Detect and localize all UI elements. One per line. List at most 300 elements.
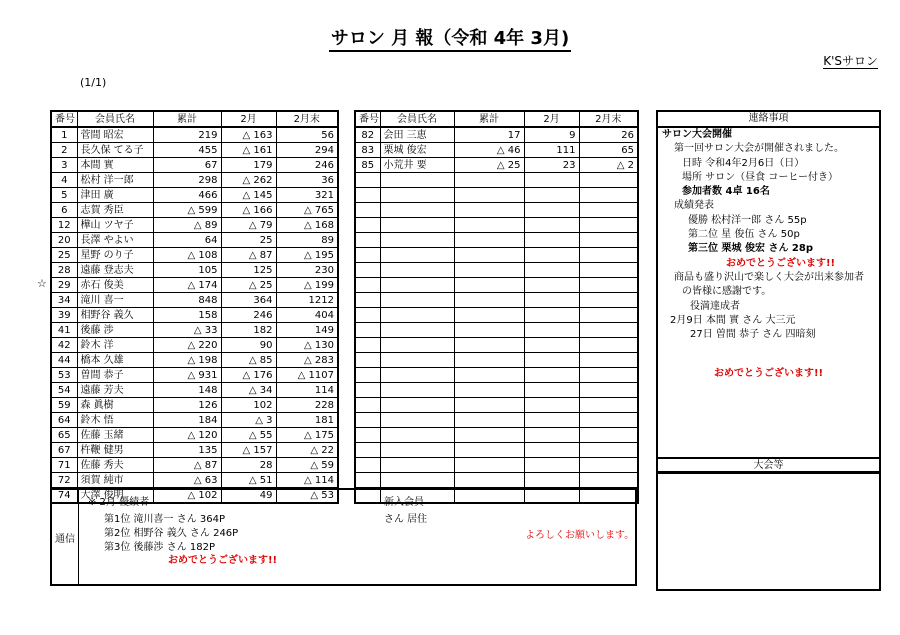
table-row <box>355 428 638 443</box>
table-cell: △ 102 <box>153 488 221 504</box>
table-cell: 曽間 恭子 <box>77 368 153 383</box>
note-line: 日時 令和4年2月6日（日） <box>682 157 805 169</box>
table-cell: 長久保 てる子 <box>77 143 153 158</box>
notes-header: 連絡事項 <box>658 112 879 128</box>
table-cell <box>579 218 638 233</box>
table-row <box>355 383 638 398</box>
note-line: 優勝 松村洋一郎 さん 55p <box>688 214 807 226</box>
table-row <box>51 353 338 368</box>
page-title: サロン 月 報（令和 4年 3月) <box>0 24 900 50</box>
table-row <box>51 383 338 398</box>
table-cell: 83 <box>355 143 380 158</box>
table-cell: △ 765 <box>276 203 338 218</box>
table-cell: △ 262 <box>221 173 276 188</box>
table-cell: 23 <box>524 158 579 173</box>
table-cell: 栗城 俊宏 <box>380 143 454 158</box>
table-cell <box>524 413 579 428</box>
table-cell <box>380 293 454 308</box>
table-cell: 114 <box>276 383 338 398</box>
table-cell <box>579 473 638 488</box>
table-cell: △ 199 <box>276 278 338 293</box>
table-row <box>51 248 338 263</box>
table-row <box>355 413 638 428</box>
table-cell: 杵鞭 健男 <box>77 443 153 458</box>
table-row <box>51 218 338 233</box>
table-cell: 89 <box>276 233 338 248</box>
note-line: 2月9日 本間 實 さん 大三元 <box>670 314 796 326</box>
table-cell: △ 198 <box>153 353 221 368</box>
table-cell: 本間 實 <box>77 158 153 173</box>
table-cell <box>524 323 579 338</box>
table-cell <box>454 248 524 263</box>
table-cell <box>454 323 524 338</box>
table-cell <box>355 398 380 413</box>
table-cell <box>355 188 380 203</box>
table-cell: 1 <box>51 127 77 143</box>
table-cell <box>524 428 579 443</box>
table-cell <box>454 473 524 488</box>
table-cell: △ 79 <box>221 218 276 233</box>
table-cell: 39 <box>51 308 77 323</box>
table-cell <box>355 338 380 353</box>
regards-text: よろしくお願いします。 <box>525 530 635 541</box>
table-cell: △ 25 <box>454 158 524 173</box>
table-cell <box>380 173 454 188</box>
table-cell: 71 <box>51 458 77 473</box>
table-cell: 鈴木 洋 <box>77 338 153 353</box>
table-cell <box>380 278 454 293</box>
table-cell: △ 168 <box>276 218 338 233</box>
table-cell: 90 <box>221 338 276 353</box>
table-cell: 466 <box>153 188 221 203</box>
table-cell <box>355 353 380 368</box>
table-cell: △ 53 <box>276 488 338 504</box>
table-cell <box>454 353 524 368</box>
table-cell: 158 <box>153 308 221 323</box>
table-cell: 後藤 渉 <box>77 323 153 338</box>
table-cell <box>355 218 380 233</box>
table-row <box>51 308 338 323</box>
table-row <box>355 188 638 203</box>
table-row <box>355 158 638 173</box>
table-cell <box>380 218 454 233</box>
table-row <box>51 368 338 383</box>
members-table-right <box>354 110 639 504</box>
table-cell <box>579 203 638 218</box>
table-cell: 菅間 昭宏 <box>77 127 153 143</box>
table-cell <box>524 443 579 458</box>
table-cell: 橋本 久雄 <box>77 353 153 368</box>
note-line: おめでとうございます!! <box>714 367 824 379</box>
table-cell: △ 931 <box>153 368 221 383</box>
table-cell: 85 <box>355 158 380 173</box>
table-cell: 長澤 やよい <box>77 233 153 248</box>
column-header: 累計 <box>454 111 524 127</box>
table-cell: 67 <box>153 158 221 173</box>
table-cell: 鈴木 悟 <box>77 413 153 428</box>
table-cell: 59 <box>51 398 77 413</box>
prize-congrats: おめでとうございます!! <box>168 555 278 566</box>
table-row <box>355 127 638 143</box>
table-cell: 佐藤 秀夫 <box>77 458 153 473</box>
table-cell <box>579 323 638 338</box>
table-cell <box>579 233 638 248</box>
table-cell: △ 174 <box>153 278 221 293</box>
table-cell <box>579 383 638 398</box>
table-cell <box>380 383 454 398</box>
table-cell: △ 176 <box>221 368 276 383</box>
prize-third: 第3位 後藤渉 さん 182P <box>104 542 216 553</box>
table-cell: △ 3 <box>221 413 276 428</box>
prize-first: 第1位 滝川喜一 さん 364P <box>104 514 226 525</box>
table-cell: 遠藤 登志夫 <box>77 263 153 278</box>
table-cell <box>355 368 380 383</box>
table-cell: 111 <box>524 143 579 158</box>
note-line: 商品も盛り沢山で楽しく大会が出来参加者 <box>674 271 864 283</box>
table-cell <box>454 233 524 248</box>
table-cell <box>355 203 380 218</box>
table-cell: 184 <box>153 413 221 428</box>
table-cell: △ 87 <box>153 458 221 473</box>
table-cell: △ 220 <box>153 338 221 353</box>
table-cell <box>380 413 454 428</box>
table-cell: 9 <box>524 127 579 143</box>
table-cell <box>524 353 579 368</box>
table-cell: 会田 三恵 <box>380 127 454 143</box>
table-cell <box>355 383 380 398</box>
table-cell: 29 <box>51 278 77 293</box>
new-member: さん 居住 <box>384 514 428 525</box>
table-cell: 64 <box>51 413 77 428</box>
table-cell: 松村 洋一郎 <box>77 173 153 188</box>
table-row <box>355 143 638 158</box>
note-line: の皆様に感謝です。 <box>682 286 772 298</box>
table-cell: 149 <box>276 323 338 338</box>
table-cell: △ 55 <box>221 428 276 443</box>
table-cell: 28 <box>221 458 276 473</box>
table-cell: 36 <box>276 173 338 188</box>
table-cell <box>524 173 579 188</box>
table-row <box>51 158 338 173</box>
table-cell: 津田 廣 <box>77 188 153 203</box>
table-cell <box>380 188 454 203</box>
table-cell: 228 <box>276 398 338 413</box>
table-cell: 321 <box>276 188 338 203</box>
table-cell <box>579 398 638 413</box>
table-cell: △ 175 <box>276 428 338 443</box>
table-cell: 246 <box>276 158 338 173</box>
table-cell: 82 <box>355 127 380 143</box>
table-cell: 遠藤 芳夫 <box>77 383 153 398</box>
table-cell: △ 33 <box>153 323 221 338</box>
table-cell: △ 51 <box>221 473 276 488</box>
table-cell <box>380 263 454 278</box>
table-cell <box>380 368 454 383</box>
table-cell <box>454 413 524 428</box>
table-row <box>51 443 338 458</box>
table-cell <box>380 203 454 218</box>
column-header: 2月末 <box>276 111 338 127</box>
table-cell <box>454 308 524 323</box>
table-cell: 樺山 ツヤ子 <box>77 218 153 233</box>
table-cell: 148 <box>153 383 221 398</box>
table-row <box>355 173 638 188</box>
table-cell <box>355 308 380 323</box>
table-cell <box>380 458 454 473</box>
note-line: おめでとうございます!! <box>726 257 836 269</box>
table-row <box>51 188 338 203</box>
table-cell <box>380 353 454 368</box>
column-header: 会員氏名 <box>380 111 454 127</box>
table-cell: 64 <box>153 233 221 248</box>
table-cell: 6 <box>51 203 77 218</box>
table-cell: 298 <box>153 173 221 188</box>
events-panel <box>656 457 881 591</box>
table-cell: △ 63 <box>153 473 221 488</box>
table-row <box>355 398 638 413</box>
table-cell <box>355 278 380 293</box>
table-cell: △ 120 <box>153 428 221 443</box>
table-cell: 49 <box>221 488 276 504</box>
table-cell: 2 <box>51 143 77 158</box>
table-row <box>355 473 638 488</box>
table-cell <box>355 458 380 473</box>
column-header: 2月 <box>221 111 276 127</box>
table-cell: 佐藤 玉緒 <box>77 428 153 443</box>
table-cell <box>454 458 524 473</box>
table-cell: 125 <box>221 263 276 278</box>
table-row <box>51 203 338 218</box>
table-cell: 25 <box>51 248 77 263</box>
table-cell <box>579 308 638 323</box>
table-row <box>355 233 638 248</box>
table-cell: △ 166 <box>221 203 276 218</box>
table-row <box>51 458 338 473</box>
table-cell: 179 <box>221 158 276 173</box>
table-cell: 須賀 純市 <box>77 473 153 488</box>
table-row <box>355 443 638 458</box>
column-header: 会員氏名 <box>77 111 153 127</box>
table-cell: △ 25 <box>221 278 276 293</box>
table-cell <box>524 293 579 308</box>
table-cell: 848 <box>153 293 221 308</box>
table-cell <box>524 338 579 353</box>
table-cell <box>454 278 524 293</box>
note-line: 27日 曽間 恭子 さん 四暗刻 <box>690 329 816 341</box>
table-row <box>51 323 338 338</box>
table-cell: 17 <box>454 127 524 143</box>
table-cell: 大澤 俊明 <box>77 488 153 504</box>
table-row <box>355 368 638 383</box>
table-row <box>355 353 638 368</box>
table-cell <box>524 188 579 203</box>
table-cell: 赤石 俊美 <box>77 278 153 293</box>
table-cell <box>524 263 579 278</box>
table-cell: △ 145 <box>221 188 276 203</box>
table-row <box>355 218 638 233</box>
table-cell: 219 <box>153 127 221 143</box>
table-cell: 246 <box>221 308 276 323</box>
table-cell <box>380 338 454 353</box>
column-header: 番号 <box>51 111 77 127</box>
table-cell <box>454 263 524 278</box>
table-cell: 滝川 喜一 <box>77 293 153 308</box>
table-cell <box>524 233 579 248</box>
table-cell <box>579 278 638 293</box>
table-row <box>355 323 638 338</box>
table-cell: 56 <box>276 127 338 143</box>
note-line <box>662 342 875 356</box>
table-cell: 1212 <box>276 293 338 308</box>
table-cell <box>355 263 380 278</box>
table-row <box>355 263 638 278</box>
table-cell: 26 <box>579 127 638 143</box>
table-cell <box>579 428 638 443</box>
table-cell <box>355 293 380 308</box>
table-row <box>355 248 638 263</box>
table-cell <box>454 293 524 308</box>
table-cell: △ 85 <box>221 353 276 368</box>
table-cell <box>380 428 454 443</box>
table-cell: △ 283 <box>276 353 338 368</box>
table-cell: 126 <box>153 398 221 413</box>
page-number: (1/1) <box>80 76 107 89</box>
table-row <box>51 233 338 248</box>
table-cell <box>380 473 454 488</box>
table-cell <box>524 278 579 293</box>
column-header: 累計 <box>153 111 221 127</box>
table-cell <box>454 173 524 188</box>
communication-box <box>50 488 637 586</box>
table-cell <box>380 233 454 248</box>
table-cell: 41 <box>51 323 77 338</box>
note-line: 場所 サロン（昼食 コーヒー付き） <box>682 171 838 183</box>
table-cell: △ 130 <box>276 338 338 353</box>
table-cell: △ 59 <box>276 458 338 473</box>
table-cell <box>579 188 638 203</box>
table-cell: △ 1107 <box>276 368 338 383</box>
table-cell: 294 <box>276 143 338 158</box>
table-cell: 相野谷 義久 <box>77 308 153 323</box>
prize-second: 第2位 相野谷 義久 さん 246P <box>104 528 239 539</box>
column-header: 2月 <box>524 111 579 127</box>
star-mark: ☆ <box>37 277 47 290</box>
table-cell: △ 599 <box>153 203 221 218</box>
table-row <box>51 263 338 278</box>
table-row <box>355 203 638 218</box>
table-cell: 20 <box>51 233 77 248</box>
new-member-title: 新入会員 <box>384 497 424 508</box>
table-cell <box>380 248 454 263</box>
members-table-left <box>50 110 339 504</box>
table-cell <box>524 218 579 233</box>
table-row <box>51 173 338 188</box>
table-cell <box>454 338 524 353</box>
table-cell <box>524 458 579 473</box>
table-cell: △ 161 <box>221 143 276 158</box>
table-cell <box>579 368 638 383</box>
note-line: サロン大会開催 <box>662 129 732 140</box>
table-cell <box>454 188 524 203</box>
table-cell <box>355 248 380 263</box>
table-cell: 森 眞樹 <box>77 398 153 413</box>
table-cell: 181 <box>276 413 338 428</box>
table-cell: 364 <box>221 293 276 308</box>
table-cell <box>579 338 638 353</box>
note-line: 役満達成者 <box>690 300 740 312</box>
table-cell: 404 <box>276 308 338 323</box>
table-row <box>51 413 338 428</box>
table-cell <box>454 398 524 413</box>
table-row <box>51 278 338 293</box>
table-cell: △ 195 <box>276 248 338 263</box>
table-cell: 小荒井 要 <box>380 158 454 173</box>
table-row <box>51 398 338 413</box>
table-cell <box>579 248 638 263</box>
table-cell <box>579 443 638 458</box>
table-cell: 42 <box>51 338 77 353</box>
table-cell: 志賀 秀臣 <box>77 203 153 218</box>
table-cell: △ 34 <box>221 383 276 398</box>
table-cell <box>579 263 638 278</box>
events-header: 大会等 <box>658 459 879 474</box>
table-cell: 53 <box>51 368 77 383</box>
table-cell <box>454 203 524 218</box>
table-row <box>51 143 338 158</box>
table-cell: 54 <box>51 383 77 398</box>
table-cell <box>355 473 380 488</box>
table-cell: 星野 のり子 <box>77 248 153 263</box>
table-cell <box>524 368 579 383</box>
table-cell: 65 <box>51 428 77 443</box>
table-cell: 182 <box>221 323 276 338</box>
table-cell <box>579 353 638 368</box>
table-cell: △ 163 <box>221 127 276 143</box>
table-cell: 455 <box>153 143 221 158</box>
table-cell <box>579 293 638 308</box>
table-cell: 5 <box>51 188 77 203</box>
table-cell: △ 46 <box>454 143 524 158</box>
table-cell: △ 114 <box>276 473 338 488</box>
table-row <box>51 338 338 353</box>
table-cell <box>524 383 579 398</box>
table-cell: △ 22 <box>276 443 338 458</box>
column-header: 番号 <box>355 111 380 127</box>
table-cell <box>355 443 380 458</box>
table-cell <box>454 443 524 458</box>
table-cell <box>454 368 524 383</box>
prize-title: ※ 2月 優績者 <box>88 497 150 508</box>
table-cell <box>355 428 380 443</box>
note-line: 第二位 星 俊伍 さん 50p <box>688 229 800 241</box>
communication-label: 通信 <box>52 490 79 584</box>
table-cell <box>579 458 638 473</box>
table-cell <box>454 428 524 443</box>
table-cell <box>355 233 380 248</box>
table-cell <box>524 203 579 218</box>
table-cell <box>524 398 579 413</box>
table-cell <box>380 398 454 413</box>
table-row <box>51 473 338 488</box>
club-name: K'Sサロン <box>823 54 878 68</box>
table-cell: 28 <box>51 263 77 278</box>
table-row <box>51 428 338 443</box>
table-row <box>51 127 338 143</box>
table-row <box>355 278 638 293</box>
table-cell <box>454 383 524 398</box>
notes-panel <box>656 110 881 473</box>
table-cell: 72 <box>51 473 77 488</box>
